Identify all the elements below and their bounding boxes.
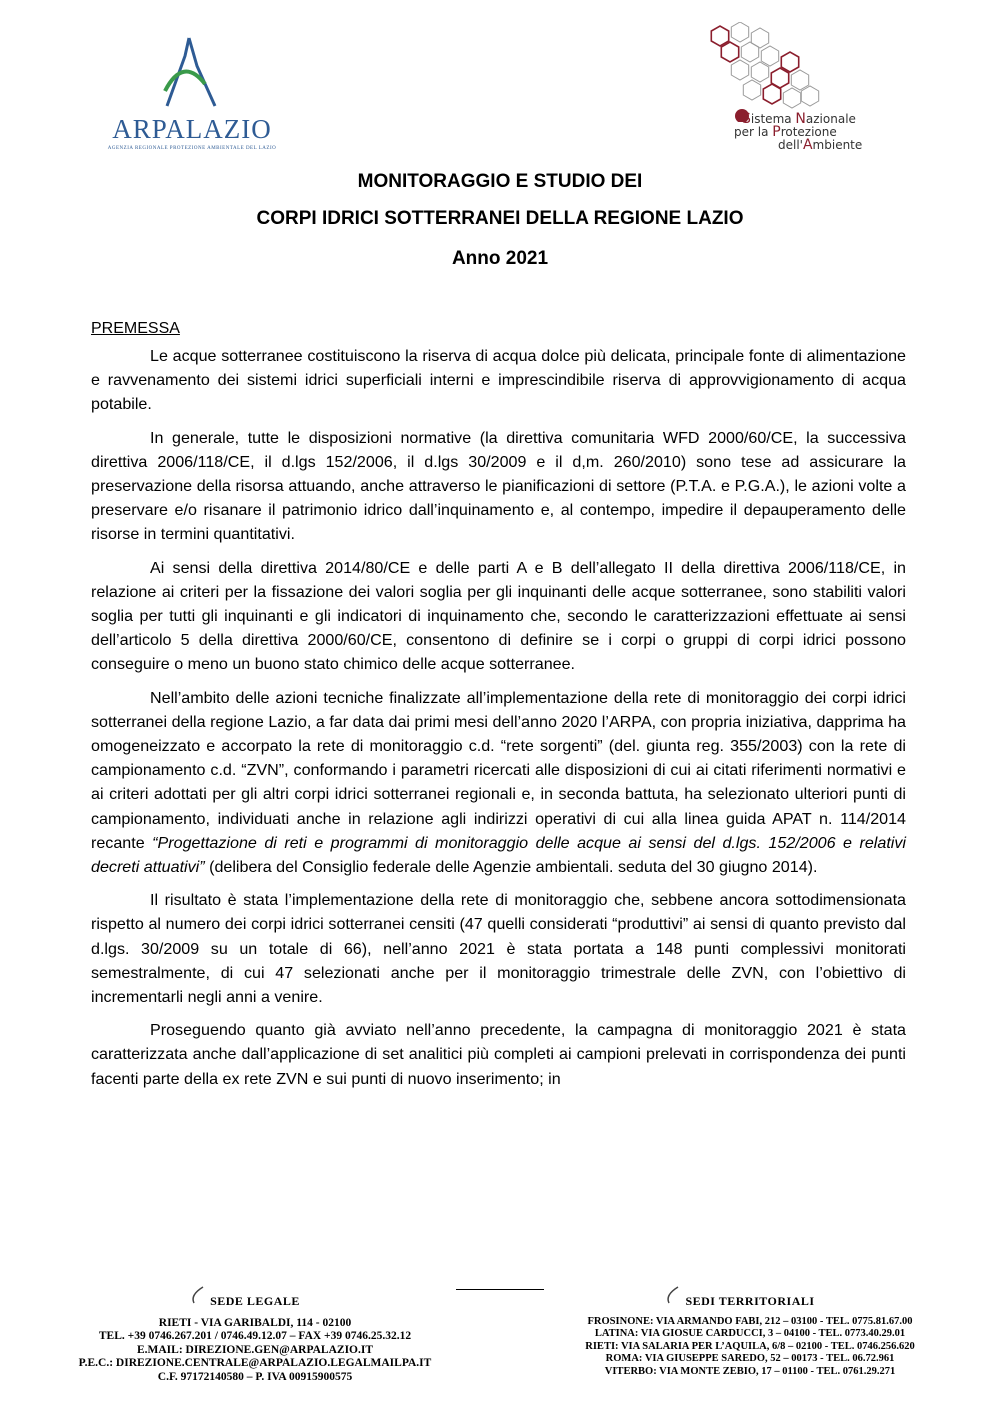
document-title-line-2: CORPI IDRICI SOTTERRANEI DELLA REGIONE LAZIO	[256, 208, 744, 229]
footer-territorial-line: RIETI: VIA SALARIA PER L’AQUILA, 6/8 – 02100 - TEL. 0746.256.620	[585, 1340, 915, 1352]
section-heading: PREMESSA	[91, 320, 180, 337]
snpa-text-part: dell'	[778, 138, 803, 152]
footer-legal-line: P.E.C.: DIREZIONE.CENTRALE@ARPALAZIO.LEGALMAILPA.IT	[78, 1357, 432, 1369]
snpa-initial-s: S	[742, 111, 751, 127]
footer-territorial-heading-text: SEDI TERRITORIALI	[685, 1294, 815, 1308]
document-title-year: Anno 2021	[451, 248, 549, 269]
snpa-initial-p: P	[772, 124, 781, 140]
snpa-logo	[700, 22, 930, 152]
paragraph-5: Il risultato è stata l’implementazione della rete di monitoraggio che, sebbene ancora sottodimensionata rispetto al numero dei corpi idrici sotterranei censiti (47 quelli considerati “produttivi” ai sensi di quanto previsto dal d.lgs. 30/2009 su un totale di 66), nell’anno 2021 è stata portata a 148 punti complessivi monitorati semestralmente, di cui 47 selezionati anche per il monitoraggio trimestrale delle ZVN, con l’obiettivo di incrementarli negli anni a venire.	[91, 891, 906, 1007]
paragraph-1: Le acque sotterranee costituiscono la riserva di acqua dolce più delicata, principale fonte di alimentazione e ravvenamento dei sistemi idrici superficiali interni e imprescindibile riserva di approvvigionamento di acqua potabile.	[91, 347, 906, 414]
snpa-wordmark	[734, 113, 924, 152]
arpalazio-emblem-icon	[145, 36, 235, 116]
footer-divider	[456, 1289, 544, 1290]
snpa-text-part: mbiente	[812, 138, 863, 152]
footer-legal-heading-text: SEDE LEGALE	[210, 1294, 300, 1308]
snpa-initial-n: N	[795, 111, 806, 127]
arpalazio-wordmark: ARPALAZIO	[112, 114, 272, 144]
footer-territorial-line: ROMA: VIA GIUSEPPE SAREDO, 52 – 00173 - TEL. 06.72.961	[605, 1353, 895, 1364]
footer-legal-line: C.F. 97172140580 – P. IVA 00915900575	[157, 1370, 353, 1383]
paragraph-3: Ai sensi della direttiva 2014/80/CE e delle parti A e B dell’allegato II della direttiva 2006/118/CE, in relazione ai criteri per la fissazione dei valori soglia per gli inquinanti delle acque sotterranee, sono stabiliti valori soglia per tutti gli inquinanti e gli indicatori di inquinamento che, secondo le caratterizzazioni effettuate ai sensi dell’articolo 5 della direttiva 2000/60/CE, consentono di definire se i corpi o gruppi di corpi idrici possono conseguire o meno un buono stato chimico delle acque sotterranee.	[91, 558, 906, 674]
paragraph-4-text: Nell’ambito delle azioni tecniche finalizzate all’implementazione della rete di monitoraggio dei corpi idrici sotterranei della regione Lazio, a far data dai primi mesi dell’anno 2020 l’ARPA, con propria iniziativa, dapprima ha omogeneizzato e accorpato la rete di monitoraggio c.d. “rete sorgenti” (del. giunta reg. 355/2003) con la rete di campionamento c.d. “ZVN”, conformando i parametri ricercati alle disposizioni di cui ai citati riferimenti normativi e ai criteri adottati per gli altri corpi idrici sotterranei regionali e, in seconda battuta, ha selezionato ulteriori punti di campionamento, individuati anche in relazione agli indirizzi operativi di cui alla linea guida APAT n. 114/2014 recante	[91, 688, 906, 852]
arpalazio-subtitle: AGENZIA REGIONALE PROTEZIONE AMBIENTALE DEL LAZIO	[107, 146, 277, 151]
snpa-text-part: azionale	[805, 112, 856, 126]
paragraph-2: In generale, tutte le disposizioni normative (la direttiva comunitaria WFD 2000/60/CE, la successiva direttiva 2006/118/CE, il d.lgs 152/2006, il d.lgs 30/2009 e il d,m. 260/2010) sono tese ad assicurare la preservazione della risorsa attuando, anche attraverso le pianificazioni di settore (P.T.A. e P.G.A.), le azioni volte a preservare e/o risanare il patrimonio idrico dall’inquinamento e, al contempo, impedire il depauperamento delle risorse in termini quantitativi.	[91, 428, 906, 544]
footer-legal-heading	[40, 1295, 470, 1309]
snpa-text-part: per la	[734, 125, 773, 139]
swoosh-icon	[663, 1285, 681, 1305]
arpalazio-logo	[100, 36, 280, 156]
footer-territorial-line: FROSINONE: VIA ARMANDO FABI, 212 – 03100 - TEL. 0775.81.67.00	[587, 1315, 913, 1327]
swoosh-icon	[188, 1285, 206, 1305]
footer-territorial-line: LATINA: VIA GIOSUE CARDUCCI, 3 – 04100 - TEL. 0773.40.29.01	[594, 1328, 906, 1339]
footer-territorial-heading	[545, 1295, 955, 1308]
hexagon-cluster-icon	[700, 22, 930, 122]
footer-legal-line: RIETI - VIA GARIBALDI, 114 - 02100	[158, 1316, 352, 1329]
paragraph-4-citation: “Progettazione di reti e programmi di monitoraggio delle acque ai sensi del d.lgs. 152/2006 e relativi decreti attuativi”	[91, 833, 906, 877]
footer-legal-line: E.MAIL: DIREZIONE.GEN@ARPALAZIO.IT	[136, 1343, 374, 1356]
snpa-text-part: rotezione	[780, 125, 837, 139]
snpa-text-part: istema	[750, 112, 796, 126]
paragraph-4-text-end: (delibera del Consiglio federale delle Agenzie ambientali. seduta del 30 giugno 2014).	[204, 858, 818, 877]
footer-territorial-line: VITERBO: VIA MONTE ZEBIO, 17 – 01100 - TEL. 0761.29.271	[604, 1365, 896, 1377]
document-title-line-1: MONITORAGGIO E STUDIO DEI	[357, 171, 643, 192]
footer-territorial-offices	[545, 1295, 955, 1378]
document-body	[91, 344, 906, 1100]
paragraph-4	[91, 686, 906, 880]
paragraph-6: Proseguendo quanto già avviato nell’anno precedente, la campagna di monitoraggio 2021 è stata caratterizzata anche dall’applicazione di set analitici più completi ai campioni prelevati in corrispondenza dei punti facenti parte della ex rete ZVN e sui punti di nuovo inserimento; in	[91, 1021, 906, 1088]
snpa-initial-a: A	[802, 137, 813, 153]
footer-legal-line: TEL. +39 0746.267.201 / 0746.49.12.07 – FAX +39 0746.25.32.12	[98, 1330, 412, 1342]
footer-legal-office	[40, 1295, 470, 1384]
